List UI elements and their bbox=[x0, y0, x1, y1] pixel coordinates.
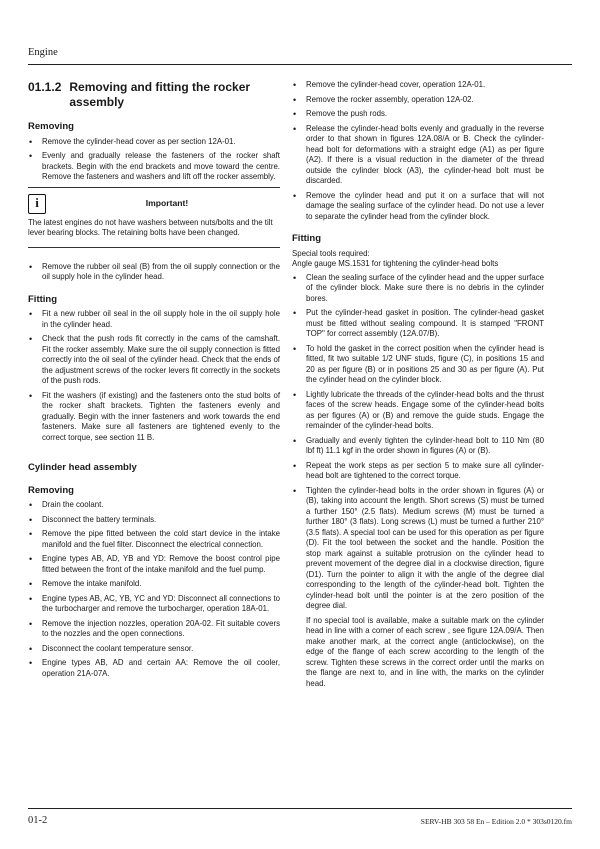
list-item: • Fit the washers (if existing) and the fasteners onto the stud bolts of the rocker shaft brackets. Tighten the fasteners evenly and gradually. Begin with the inner fasteners and work towards the end fasteners. Make sure all fasteners are tightened evenly to the correct torque, see section 11 B. bbox=[28, 391, 280, 444]
list-item: • Check that the push rods fit correctly in the cams of the camshaft. Fit the rocker assembly. Make sure the oil supply connection is fitted correctly into the oil seal of the cylinder head. Check that the ends of the adjustment screws of the rocker levers fit correctly in the sockets of the push rods. bbox=[28, 334, 280, 387]
list-item: • Tighten the cylinder-head bolts in the order shown in figures (A) or (B), taking into account the length. Short screws (S) must be turned a further 150° (2.5 flats). Medium screws (M) must be turned a further 180° (3 flats). Long screws (L) must be turned a further 210° (3.5 flats). A special tool can be used for this operation as per figure (D). Fit the tool between the socket and the handle. Position the stop mark against a suitable protrusion on the cylinder head to prevent movement of the degree dial in a clockwise direction, figure (D1). Turn the pointer to align it with the angle of the degree dial corresponding to the length of the cylinder-head bolt. Tighten the cylinder-head bolt until the pointer is at the zero position of the degree dial. bbox=[292, 486, 544, 612]
list-item: • Drain the coolant. bbox=[28, 500, 280, 511]
after-note-list bbox=[28, 262, 280, 283]
removing-list-2 bbox=[28, 500, 280, 679]
list-item: • Put the cylinder-head gasket in position. The cylinder-head gasket must be fitted without sealing compound. It is stamped "FRONT TOP" for correct assembly (12A.07/B). bbox=[292, 308, 544, 340]
header-rule bbox=[28, 64, 572, 65]
list-item: • Clean the sealing surface of the cylinder head and the upper surface of the cylinder block. Make sure there is no debris in the cylinder bores. bbox=[292, 273, 544, 305]
cylinder-head-heading: Cylinder head assembly bbox=[28, 462, 137, 473]
footer-rule bbox=[28, 808, 572, 809]
info-icon: i bbox=[28, 194, 46, 214]
list-item: • Lightly lubricate the threads of the cylinder-head bolts and the thrust faces of the screw heads. Engage some of the cylinder-head bolts as per figures (A) or (B) and remove the guide studs. Engage the remainder of the cylinder-head bolts. bbox=[292, 390, 544, 432]
list-item: • Engine types AB, AD, YB and YD: Remove the boost control pipe fitted between the front of the intake manifold and the fuel pump. bbox=[28, 554, 280, 575]
list-item: • Remove the injection nozzles, operation 20A-02. Fit suitable covers to the nozzles and the open connections. bbox=[28, 619, 280, 640]
removing-heading-2: Removing bbox=[28, 484, 74, 496]
running-header: Engine bbox=[28, 47, 58, 58]
removing-heading: Removing bbox=[28, 121, 74, 132]
list-item: • Evenly and gradually release the fasteners of the rocker shaft brackets. Begin with the end brackets and move toward the centre. Remove the fasteners and washers and lift off the rocker assembly. bbox=[28, 151, 280, 183]
fitting-heading-2: Fitting bbox=[292, 233, 322, 244]
list-item: • Remove the rubber oil seal (B) from the oil supply connection or the oil supply hole in the cylinder head. bbox=[28, 262, 280, 283]
list-item: • Remove the cylinder-head cover as per section 12A-01. bbox=[28, 137, 280, 148]
removing-continued-list bbox=[292, 80, 544, 222]
list-item: • Remove the push rods. bbox=[292, 109, 544, 120]
list-item: • Engine types AB, AD and certain AA: Remove the oil cooler, operation 21A-07A. bbox=[28, 658, 280, 679]
fitting-list-2 bbox=[292, 273, 544, 612]
list-item: • Engine types AB, AC, YB, YC and YD: Disconnect all connections to the turbocharger and remove the turbocharger, operation 18A-01. bbox=[28, 594, 280, 615]
list-item: • Fit a new rubber oil seal in the oil supply hole in the oil supply hole in the cylinder head. bbox=[28, 309, 280, 330]
note-header bbox=[28, 194, 280, 214]
note-text: The latest engines do not have washers between nuts/bolts and the tilt lever bearing blocks. The retaining bolts have been changed. bbox=[28, 218, 280, 248]
section-title: Removing and fitting the rocker assembly bbox=[69, 80, 251, 109]
section-heading bbox=[28, 80, 280, 110]
list-item: • Remove the rocker assembly, operation 12A-02. bbox=[292, 95, 544, 106]
special-tools bbox=[292, 249, 544, 270]
list-item: • Remove the cylinder-head cover, operation 12A-01. bbox=[292, 80, 544, 91]
section-number: 01.1.2 bbox=[28, 80, 62, 94]
list-item: • Gradually and evenly tighten the cylinder-head bolt to 110 Nm (80 lbf ft) 11.1 kgf in the order shown in figures (A) or (B). bbox=[292, 436, 544, 457]
important-note bbox=[28, 187, 280, 248]
right-column bbox=[292, 80, 544, 693]
note-title: Important! bbox=[145, 198, 189, 209]
list-item: • Release the cylinder-head bolts evenly and gradually in the reverse order to that shown in figures 12A.08/A or B. Check the cylinder-head bolt for deformations with a straight edge (A1) as per figure (A2). If there is a visual reduction in the diameter of the thread outside the cylinder block (A3), the cylinder-head bolt must be discarded. bbox=[292, 124, 544, 187]
list-item: • Remove the pipe fitted between the cold start device in the intake manifold and the fuel filter. Disconnect the electrical connection. bbox=[28, 529, 280, 550]
fitting-list bbox=[28, 309, 280, 443]
tools-gauge: Angle gauge MS.1531 for tightening the cylinder-head bolts bbox=[292, 259, 499, 268]
fitting-heading: Fitting bbox=[28, 293, 58, 305]
list-item: • Repeat the work steps as per section 5 to make sure all cylinder-head bolt are tightened to the correct torque. bbox=[292, 461, 544, 482]
list-item: • Disconnect the coolant temperature sensor. bbox=[28, 644, 280, 655]
no-tool-paragraph: If no special tool is available, make a suitable mark on the cylinder head in line with a corner of each screw , see figure 12A.09/A. Then make another mark, at the correct angle (anticlockwise), on the edge of the flange of each screw according to the length of the screw. Tighten these screws in the correct order until the marks on the flange are next to, and in line with, the marks on the cylinder head. bbox=[306, 615, 544, 688]
list-item: • Remove the cylinder head and put it on a surface that will not damage the sealing surface of the cylinder head. Do not use a lever to separate the cylinder head from the cylinder block. bbox=[292, 191, 544, 223]
list-item: • Disconnect the battery terminals. bbox=[28, 515, 280, 526]
left-column bbox=[28, 80, 280, 683]
list-item: • To hold the gasket in the correct position when the cylinder head is fitted, fit two suitable 1/2 UNF studs, figure (C), in positions 15 and 20 as per figure (B) or in positions 25 and 30 as per figure (A). Put the cylinder head on the cylinder block. bbox=[292, 344, 544, 386]
tools-label: Special tools required: bbox=[292, 248, 370, 258]
document-reference: SERV-HB 303 58 En – Edition 2.0 * 303s0120.fm bbox=[420, 817, 572, 826]
list-item: • Remove the intake manifold. bbox=[28, 579, 280, 590]
removing-list bbox=[28, 137, 280, 183]
page-number: 01-2 bbox=[28, 815, 48, 826]
